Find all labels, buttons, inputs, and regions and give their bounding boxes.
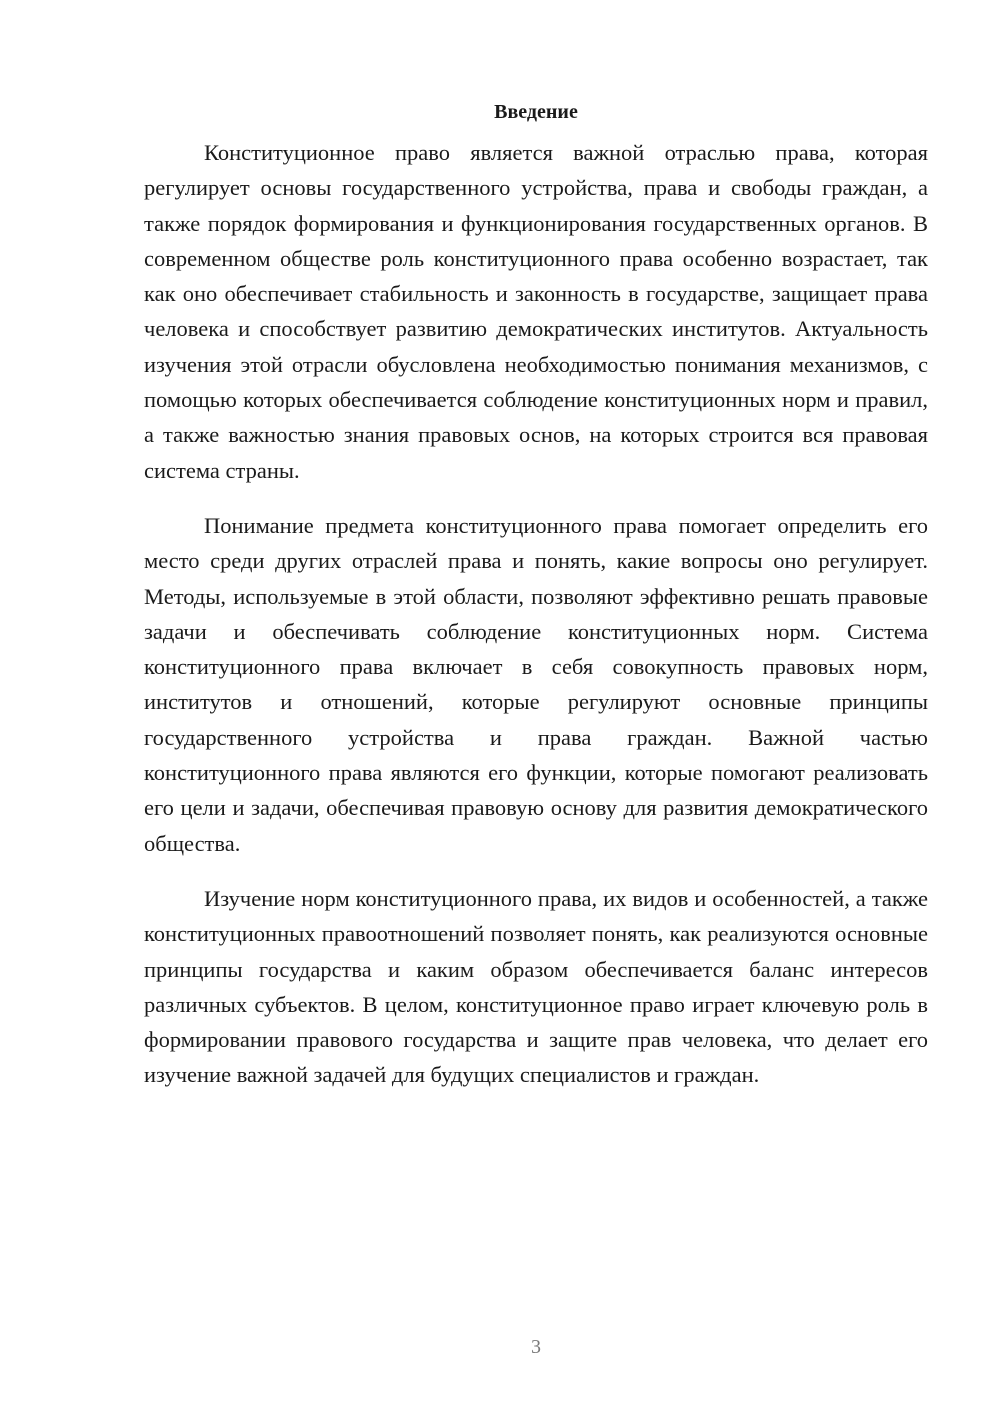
page-content: [144, 98, 928, 1093]
page-number: 3: [531, 1336, 541, 1358]
paragraph-3: Изучение норм конституционного права, их видов и особенностей, а также конституционных правоотношений позволяет понять, как реализуются основные принципы государства и каким образом обеспечивается баланс интересов различных субъектов. В целом, конституционное право играет ключевую роль в формировании правового государства и защите прав человека, что делает его изучение важной задачей для будущих специалистов и граждан.: [144, 885, 928, 1088]
paragraph-1: Конституционное право является важной отраслью права, которая регулирует основы государственного устройства, права и свободы граждан, а также порядок формирования и функционирования государственных органов. В современном обществе роль конституционного права особенно возрастает, так как оно обеспечивает стабильность и законность в государстве, защищает права человека и способствует развитию демократических институтов. Актуальность изучения этой отрасли обусловлена необходимостью понимания механизмов, с помощью которых обеспечивается соблюдение конституционных норм и правил, а также важностью знания правовых основ, на которых строится вся правовая система страны.: [144, 140, 928, 483]
section-heading: Введение: [494, 101, 578, 123]
paragraph-2: Понимание предмета конституционного права помогает определить его место среди других отраслей права и понять, какие вопросы оно регулирует. Методы, используемые в этой области, позволяют эффективно решать правовые задачи и обеспечивать соблюдение конституционных норм. Система конституционного права включает в себя совокупность правовых норм, институтов и отношений, которые регулируют основные принципы государственного устройства и права граждан. Важной частью конституционного права являются его функции, которые помогают реализовать его цели и задачи, обеспечивая правовую основу для развития демократического общества.: [144, 512, 928, 856]
